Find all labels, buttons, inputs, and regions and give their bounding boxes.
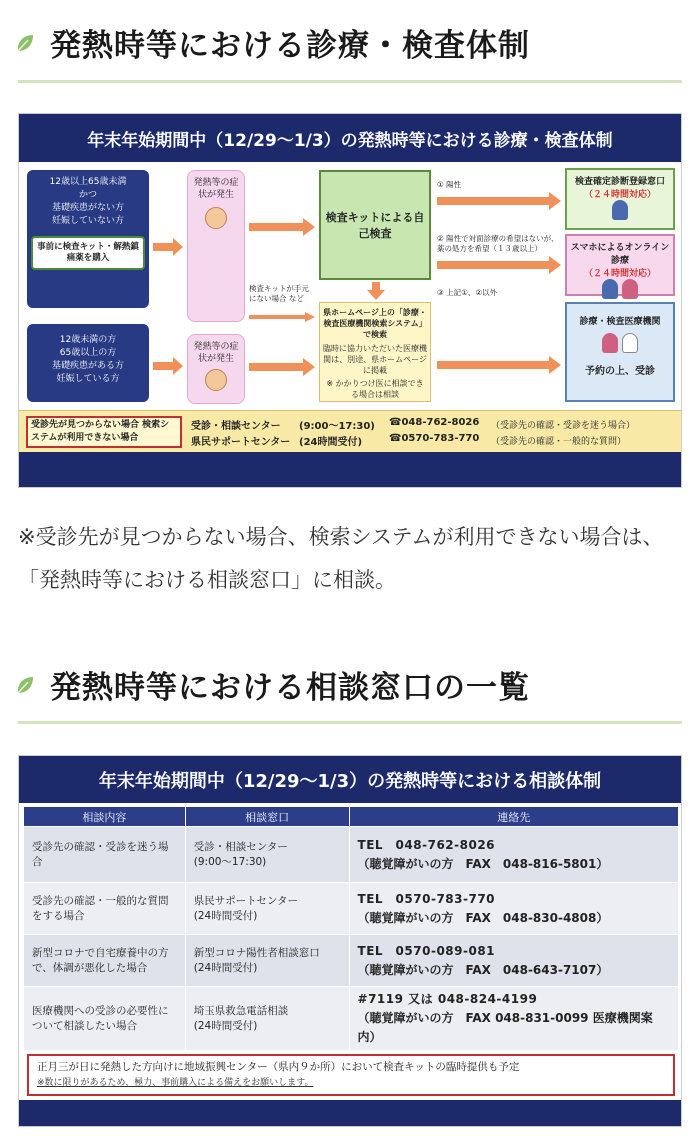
arrow-right-icon: [153, 238, 183, 256]
section-title-2: 発熱時等における相談窓口の一覧: [50, 670, 530, 706]
section-heading-2: [14, 662, 686, 707]
notice-subtext: ※数に限りがあるため、極力、事前購入による備えをお願いします。: [37, 1078, 314, 1088]
window-hours: (24時間受付): [193, 909, 258, 922]
contact-fax: （聴覚障がいの方 FAX 048-831-0099 医療機関案内）: [357, 1011, 653, 1044]
help2-tel: ☎0570-783-770: [389, 433, 480, 444]
group-a-line: 12歳以上65歳未満: [49, 177, 127, 187]
person-icon: [612, 200, 628, 220]
consultation-note-paragraph: ※受診先が見つからない場合、検索システムが利用できない場合は、「発熱時等における相談窓口」に相談。: [18, 525, 664, 592]
kit-purchase-note: 事前に検査キット・解熱鎮痛薬を購入: [31, 236, 145, 270]
contact-fax: （聴覚障がいの方 FAX 048-830-4808）: [357, 910, 609, 925]
arrow-right-icon: [437, 192, 561, 210]
section-title-1: 発熱時等における診療・検査体制: [50, 28, 530, 64]
doctor-icon: [622, 333, 638, 353]
cell-window: [185, 883, 349, 935]
section-divider: [18, 721, 682, 724]
contact-tel: TEL 0570-783-770: [357, 891, 496, 906]
person-icon: [602, 333, 618, 353]
window-name: 県民サポートセンター: [193, 894, 299, 907]
symptom-box-a: [187, 170, 245, 322]
group-a-line: 妊娠していない方: [51, 216, 124, 226]
search-system-text: 県ホームページ上の「診療・検査医療機関検索システム」で検索: [323, 308, 427, 339]
help1-note: （受診先の確認・受診を迷う場合）: [491, 421, 636, 431]
dest1-title: 検査確定診断登録窓口: [574, 177, 665, 187]
leaf-icon: [14, 32, 36, 54]
section-divider: [18, 80, 682, 83]
test-kit-notice: [27, 1054, 675, 1096]
table-header: 連絡先: [349, 807, 678, 827]
dest1-sub: （２４時間対応）: [583, 190, 656, 200]
sick-person-icon: [205, 207, 227, 229]
dest2-sub: （２４時間対応）: [583, 269, 656, 279]
contact-fax: （聴覚障がいの方 FAX 048-643-7107）: [357, 962, 609, 977]
group-a-line: かつ: [78, 190, 97, 200]
cell-contact: [349, 827, 678, 883]
contact-fax: （聴覚障がいの方 FAX 048-816-5801）: [357, 856, 609, 871]
help1-name: 受診・相談センター: [191, 421, 281, 432]
contact-tel: #7119 又は 048-824-4199: [357, 992, 538, 1006]
dest2-title: スマホによるオンライン診療: [570, 243, 670, 266]
window-name: 新型コロナ陽性者相談窓口: [193, 946, 320, 959]
search-system-box: [319, 302, 431, 402]
help2-note: （受診先の確認・一般的な質問）: [491, 437, 627, 447]
dest3-title: 診療・検査医療機関: [579, 317, 661, 327]
group-b-box: [27, 324, 149, 402]
window-hours: (9:00〜17:30): [193, 855, 267, 868]
section-heading-1: [14, 20, 686, 65]
dest-online-clinic: [565, 234, 675, 296]
self-test-box: 検査キットによる自己検査: [319, 170, 431, 280]
dest3-sub: 予約の上、受診: [585, 366, 655, 377]
table-header-row: [24, 807, 679, 827]
table-row: [24, 935, 679, 987]
search-detail-text: 臨時に協力いただいた医療機関は、別途、県ホームページに掲載: [323, 344, 427, 375]
person-icon: [602, 279, 618, 299]
window-name: 受診・相談センター: [193, 840, 288, 853]
group-b-line: 12歳未満の方: [59, 335, 117, 345]
help2-name: 県民サポートセンター: [191, 437, 291, 448]
arrow-right-icon: [153, 357, 183, 375]
table-row: [24, 827, 679, 883]
cell-contact: [349, 883, 678, 935]
table-header: 相談窓口: [185, 807, 349, 827]
arrow-right-icon: [249, 218, 315, 236]
cell-content: 新型コロナで自宅療養中の方で、体調が悪化した場合: [24, 935, 186, 987]
figure2-footer-bar: [19, 1100, 682, 1127]
table-row: [24, 883, 679, 935]
help1-tel: ☎048-762-8026: [389, 417, 480, 428]
figure1-footer-bar: [19, 452, 682, 488]
figure1-banner: 年末年始期間中（12/29〜1/3）の発熱時等における診療・検査体制: [19, 114, 681, 162]
group-b-line: 妊娠している方: [56, 374, 120, 384]
contact-tel: TEL 048-762-8026: [357, 837, 496, 852]
arrow-right-icon: [249, 358, 315, 376]
route3-note: ③ 上記①、②以外: [437, 288, 498, 297]
arrow-right-icon: [437, 256, 561, 274]
help-condition-box: 受診先が見つからない場合 検索システムが利用できない場合: [26, 416, 182, 448]
cell-window: [185, 827, 349, 883]
group-a-box: [27, 170, 149, 308]
contacts-table: [23, 806, 679, 1051]
route2-note: ② 陽性で対面診療の希望はないが、薬の処方を希望（１３歳以上）: [437, 234, 559, 253]
table-row: [24, 987, 679, 1051]
help2-hours: (24時間受付): [299, 437, 363, 448]
sick-person-icon: [205, 369, 227, 391]
window-hours: (24時間受付): [193, 1019, 258, 1032]
group-b-line: 基礎疾患がある方: [51, 361, 124, 371]
no-kit-note: 検査キットが手元にない場合 など: [249, 284, 309, 303]
consultation-flow-figure: [18, 113, 682, 488]
cell-window: [185, 935, 349, 987]
window-name: 埼玉県救急電話相談: [193, 1004, 289, 1017]
cell-content: 受診先の確認・一般的な質問をする場合: [24, 883, 186, 935]
table-header: 相談内容: [24, 807, 186, 827]
group-b-line: 65歳以上の方: [59, 348, 117, 358]
group-a-line: 基礎疾患がない方: [51, 203, 124, 213]
cell-content: 医療機関への受診の必要性について相談したい場合: [24, 987, 186, 1051]
symptom-label: 発熱等の症状が発生: [193, 178, 239, 200]
symptom-label: 発熱等の症状が発生: [193, 342, 239, 364]
figure2-banner: 年末年始期間中（12/29〜1/3）の発熱時等における相談体制: [19, 756, 681, 803]
consultation-contacts-figure: [18, 755, 682, 1127]
cell-contact: [349, 987, 678, 1051]
symptom-box-b: [187, 334, 245, 404]
cell-content: 受診先の確認・受診を迷う場合: [24, 827, 186, 883]
leaf-icon: [14, 674, 36, 696]
cell-contact: [349, 935, 678, 987]
flow-diagram: [19, 162, 682, 410]
person-icon: [622, 279, 638, 299]
search-detail2-text: ※ かかりつけ医に相談できる場合は相談: [326, 379, 424, 399]
arrow-right-icon: [437, 356, 561, 374]
dest-registration-window: [565, 168, 675, 230]
route1-note: ① 陽性: [437, 180, 462, 189]
dest-medical-institution: [565, 302, 675, 402]
arrow-right-icon: [249, 312, 315, 322]
help1-hours: (9:00〜17:30): [299, 421, 375, 432]
notice-text: 正月三が日に発熱した方向けに地域振興センター（県内９か所）において検査キットの臨時提供も予定: [37, 1061, 520, 1073]
arrow-down-icon: [367, 282, 385, 300]
help-info-bar: [19, 410, 682, 452]
cell-window: [185, 987, 349, 1051]
window-hours: (24時間受付): [193, 961, 258, 974]
contact-tel: TEL 0570-089-081: [357, 943, 496, 958]
